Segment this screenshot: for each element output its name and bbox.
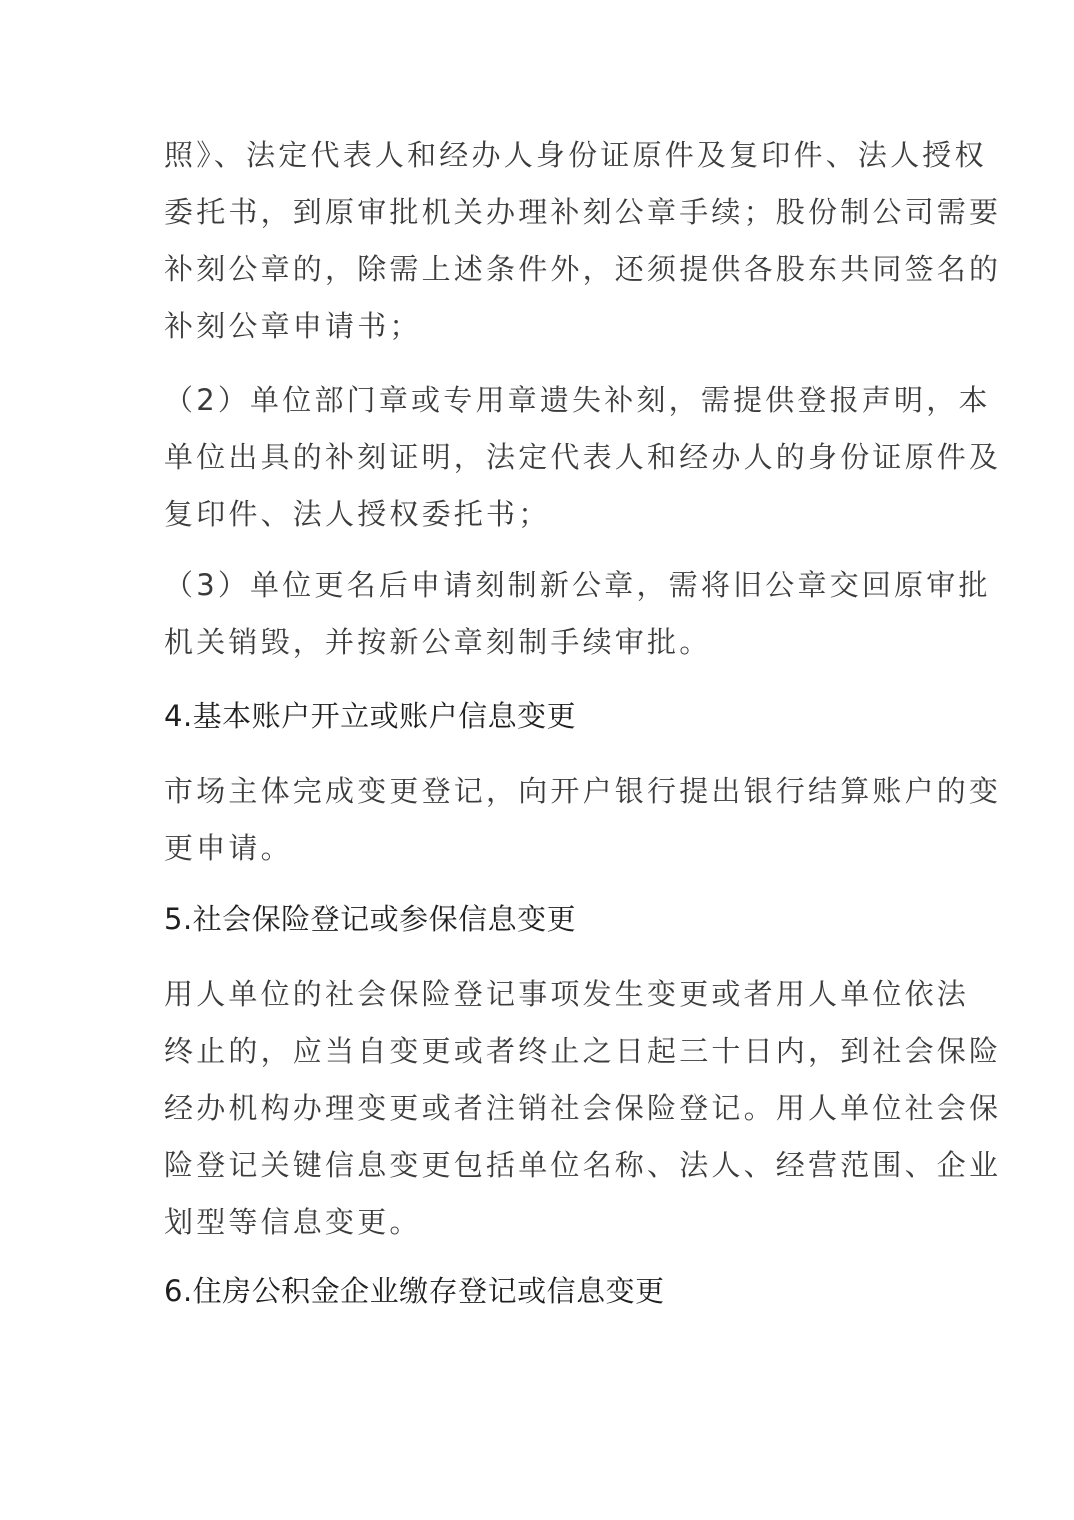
text-line: 机关销毁，并按新公章刻制手续审批。	[164, 625, 712, 659]
heading-basic-account: 4.基本账户开立或账户信息变更	[164, 699, 577, 733]
heading-social-insurance: 5.社会保险登记或参保信息变更	[164, 902, 577, 936]
text-line: 照》、法定代表人和经办人身份证原件及复印件、法人授权	[164, 138, 987, 172]
text-line: 用人单位的社会保险登记事项发生变更或者用人单位依法	[164, 977, 970, 1011]
text-line: 经办机构办理变更或者注销社会保险登记。用人单位社会保	[164, 1091, 1002, 1125]
paragraph-section-4	[164, 763, 1002, 877]
text-line: 委托书，到原审批机关办理补刻公章手续；股份制公司需要	[164, 195, 1002, 229]
text-line: 补刻公章的，除需上述条件外，还须提供各股东共同签名的	[164, 252, 1002, 286]
text-line: 市场主体完成变更登记，向开户银行提出银行结算账户的变	[164, 774, 1002, 808]
text-line: 终止的，应当自变更或者终止之日起三十日内，到社会保险	[164, 1034, 1002, 1068]
text-line: 补刻公章申请书；	[164, 309, 422, 343]
paragraph-item-2	[164, 372, 1002, 543]
paragraph-section-5	[164, 966, 1002, 1251]
text-line: （3）单位更名后申请刻制新公章，需将旧公章交回原审批	[164, 568, 991, 602]
paragraph-seal-reissue-continued	[164, 127, 1002, 355]
text-line: 单位出具的补刻证明，法定代表人和经办人的身份证原件及	[164, 440, 1002, 474]
text-line: 更申请。	[164, 831, 293, 865]
paragraph-item-3	[164, 557, 991, 671]
section-heading-6	[164, 1263, 924, 1320]
text-line: 复印件、法人授权委托书；	[164, 497, 551, 531]
section-heading-5	[164, 891, 924, 948]
text-line: 险登记关键信息变更包括单位名称、法人、经营范围、企业	[164, 1148, 1002, 1182]
heading-housing-fund: 6.住房公积金企业缴存登记或信息变更	[164, 1274, 665, 1308]
section-heading-4	[164, 688, 924, 745]
text-line: （2）单位部门章或专用章遗失补刻，需提供登报声明，本	[164, 383, 991, 417]
text-line: 划型等信息变更。	[164, 1205, 422, 1239]
